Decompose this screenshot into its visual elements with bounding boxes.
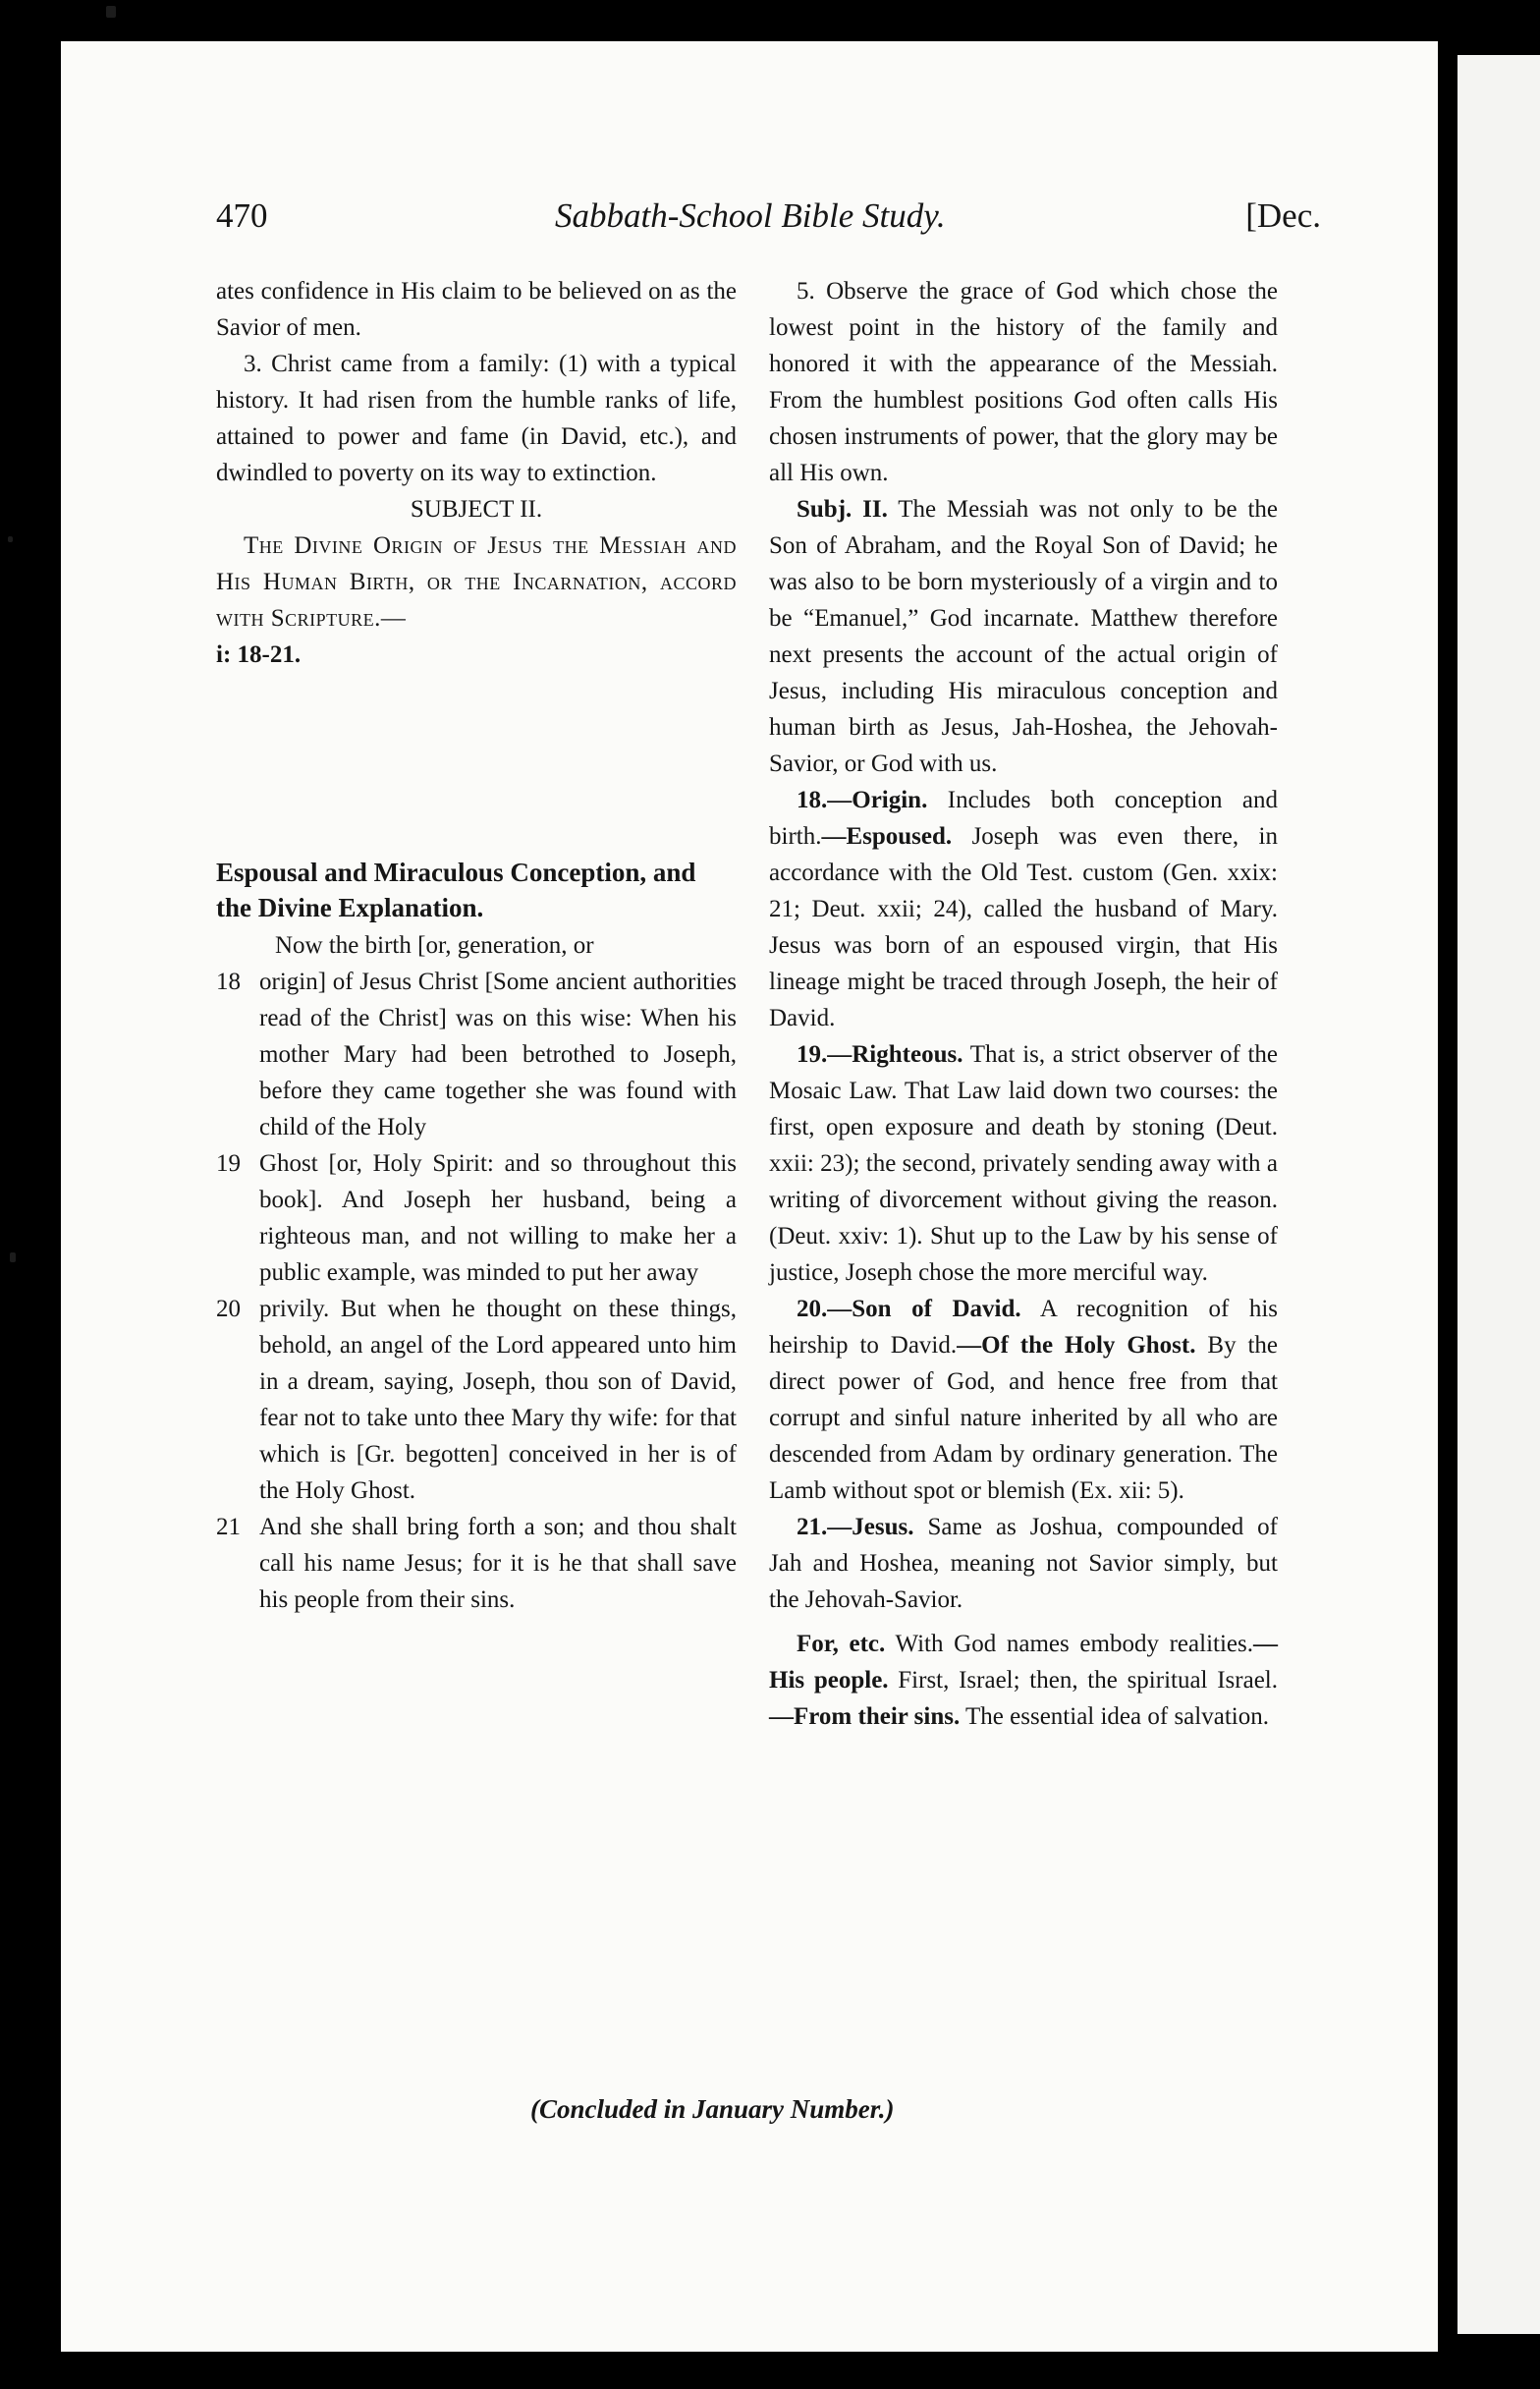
verse-number: 21 (216, 1514, 241, 1540)
note-text: The essential idea of salvation. (965, 1703, 1269, 1730)
running-title: Sabbath-School Bible Study. (555, 196, 946, 235)
verse (216, 1145, 737, 1291)
scan-speck (106, 6, 116, 18)
note-label: 19.—Righteous. (797, 1041, 963, 1068)
verse-text: privily. But when he thought on these things, behold, an angel of the Lord appeared unto him in a dream, saying, Joseph, thou son of David, fear not to take unto thee Mary thy wife: for that which is [Gr. begotten] conceived in her is of the Holy Ghost. (259, 1296, 737, 1504)
note-label: —Of the Holy Ghost. (957, 1332, 1196, 1359)
note-text: A recognition of his heirship to David. (769, 1296, 1278, 1359)
note-text: Joseph was even there, in accordance with the Old Test. custom (Gen. xxix: 21; Deut. xxii; 24), called the husband of Mary. Jesus was born of an espoused virgin, that His lineage might be traced through Joseph, the heir of David. (769, 823, 1278, 1031)
verse (216, 927, 737, 964)
note-label: —From their sins. (769, 1703, 961, 1730)
scan-speck (8, 536, 13, 542)
note-verse-19 (769, 1036, 1278, 1291)
note-text: The Messiah was not only to be the Son of Abraham, and the Royal Son of David; he was also to be born mysteriously of a virgin and to be “Emanuel,” God incarnate. Matthew therefore next presents the account of the actual origin of Jesus, including His miraculous conception and human birth as Jesus, Jah-Hoshea, the Jehovah-Savior, or God with us. (769, 496, 1278, 777)
paragraph: 3. Christ came from a family: (1) with a typical history. It had risen from the humble ranks of life, attained to power and fame (in David, etc.), and dwindled to poverty on its way to extinction. (216, 351, 737, 486)
note-text: First, Israel; then, the spiritual Israel. (898, 1667, 1278, 1694)
continuation-note: (Concluded in January Number.) (530, 2094, 895, 2124)
note-text: By the direct power of God, and hence free from that corrupt and sinful nature inherited by all who are descended from Adam by ordinary generation. The Lamb without spot or blemish (Ex. xii: 5). (769, 1332, 1279, 1504)
verse-text: Now the birth [or, generation, or (275, 932, 594, 959)
note-label: For, etc. (797, 1631, 886, 1657)
note-label: —Espoused. (821, 823, 953, 850)
verse-number: 19 (216, 1150, 241, 1177)
note-text: Includes both conception and birth. (769, 787, 1278, 850)
note-label: 18.—Origin. (797, 787, 928, 813)
note-subject (769, 491, 1278, 782)
note-label: 20.—Son of David. (797, 1296, 1021, 1322)
adjacent-page-edge (1458, 55, 1540, 2334)
running-header (216, 196, 1321, 246)
note-verse-21 (769, 1509, 1278, 1618)
page-number: 470 (216, 196, 268, 235)
section-heading: Espousal and Miraculous Conception, and the Divine Explanation. (216, 858, 696, 922)
verse (216, 1291, 737, 1509)
note-label: —His people. (769, 1631, 1278, 1694)
note-label: 21.—Jesus. (797, 1514, 914, 1540)
note-text: Same as Joshua, compounded of Jah and Hoshea, meaning not Savior simply, but the Jehovah-Savior. (769, 1514, 1279, 1613)
subject-title: The Divine Origin of Jesus the Messiah and His Human Birth, or the Incarnation, accord with Scripture.— (216, 532, 737, 632)
scan-speck (10, 1252, 16, 1262)
paragraph: 5. Observe the grace of God which chose the lowest point in the history of the family and honored it with the appearance of the Messiah. From the humblest positions God often calls His chosen instruments of power, that the glory may be all His own. (769, 278, 1278, 486)
note-for (769, 1626, 1278, 1735)
verse (216, 1509, 737, 1618)
verse-text: Ghost [or, Holy Spirit: and so throughout this book]. And Joseph her husband, being a righteous man, and not willing to make her a public example, was minded to put her away (259, 1150, 737, 1286)
note-text: With God names embody realities. (895, 1631, 1253, 1657)
verse-text: And she shall bring forth a son; and thou shalt call his name Jesus; for it is he that shall save his people from their sins. (259, 1514, 737, 1613)
verse-number: 18 (216, 969, 241, 995)
paragraph: ates confidence in His claim to be believed on as the Savior of men. (216, 278, 737, 341)
verse-number: 20 (216, 1296, 241, 1322)
note-label: Subj. II. (797, 496, 888, 523)
note-verse-20 (769, 1291, 1278, 1509)
verse-text: origin] of Jesus Christ [Some ancient authorities read of the Christ] was on this wise: When his mother Mary had been betrothed to Joseph, before they came together she was found with child of the Holy (259, 969, 737, 1140)
note-text: That is, a strict observer of the Mosaic Law. That Law laid down two courses: the first, open exposure and death by stoning (Deut. xxii: 23); the second, privately sending away with a writing of divorcement without giving the reason. (Deut. xxiv: 1). Shut up to the Law by his sense of justice, Joseph chose the more merciful way. (769, 1041, 1278, 1286)
verse (216, 964, 737, 1145)
note-verse-18 (769, 782, 1278, 1036)
scripture-reference: i: 18-21. (216, 641, 302, 668)
subject-heading: SUBJECT II. (410, 496, 543, 523)
left-column (216, 273, 737, 1618)
right-column (769, 273, 1278, 1735)
header-month: [Dec. (1245, 196, 1321, 235)
